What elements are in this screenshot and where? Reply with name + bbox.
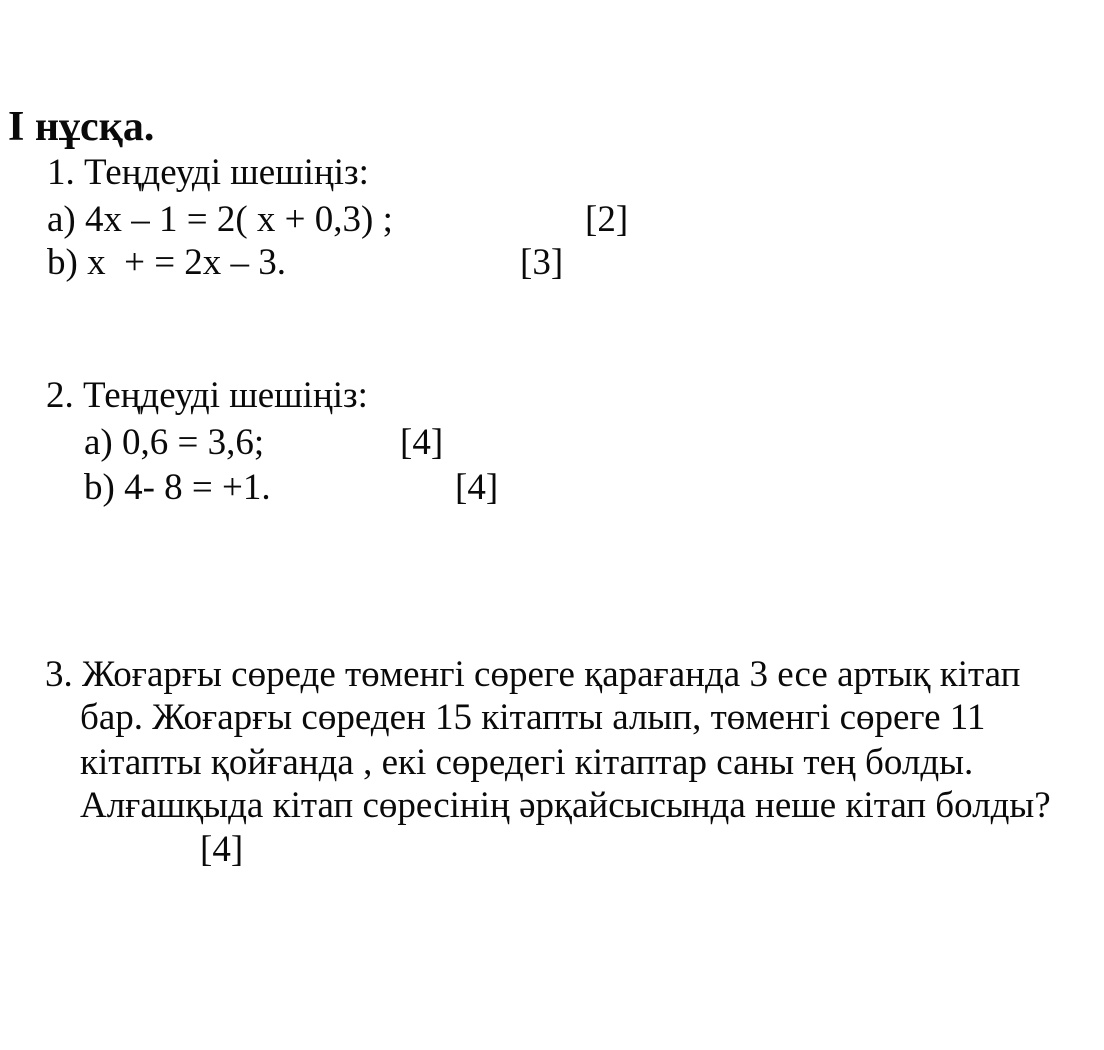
task-3-line-2: бар. Жоғарғы сөреден 15 кітапты алып, төменгі сөреге 11 xyxy=(80,697,986,738)
task-1-item-a-mark: [2] xyxy=(585,199,629,240)
task-1-prompt: 1. Теңдеуді шешіңіз: xyxy=(47,152,369,193)
variant-title: І нұсқа. xyxy=(8,104,155,150)
task-1-item-a: a) 4x – 1 = 2( x + 0,3) ; xyxy=(47,199,393,240)
task-3-line-3: кітапты қойғанда , екі сөредегі кітаптар саны тең болды. xyxy=(80,742,974,783)
task-3-line-4: Алғашқыда кітап сөресінің әрқайсысында неше кітап болды? xyxy=(80,785,1051,826)
task-3-line-1: 3. Жоғарғы сөреде төменгі сөреге қарағанда 3 есе артық кітап xyxy=(45,654,1021,695)
task-2-item-b: b) 4- 8 = +1. xyxy=(84,467,271,508)
task-1-item-b: b) x + = 2x – 3. xyxy=(47,242,287,283)
task-2-item-a-mark: [4] xyxy=(400,422,444,463)
task-2-item-a: a) 0,6 = 3,6; xyxy=(84,422,265,463)
task-1-item-b-mark: [3] xyxy=(520,242,564,283)
task-2-item-b-mark: [4] xyxy=(455,467,499,508)
task-3-mark: [4] xyxy=(200,829,244,870)
task-2-prompt: 2. Теңдеуді шешіңіз: xyxy=(46,375,368,416)
